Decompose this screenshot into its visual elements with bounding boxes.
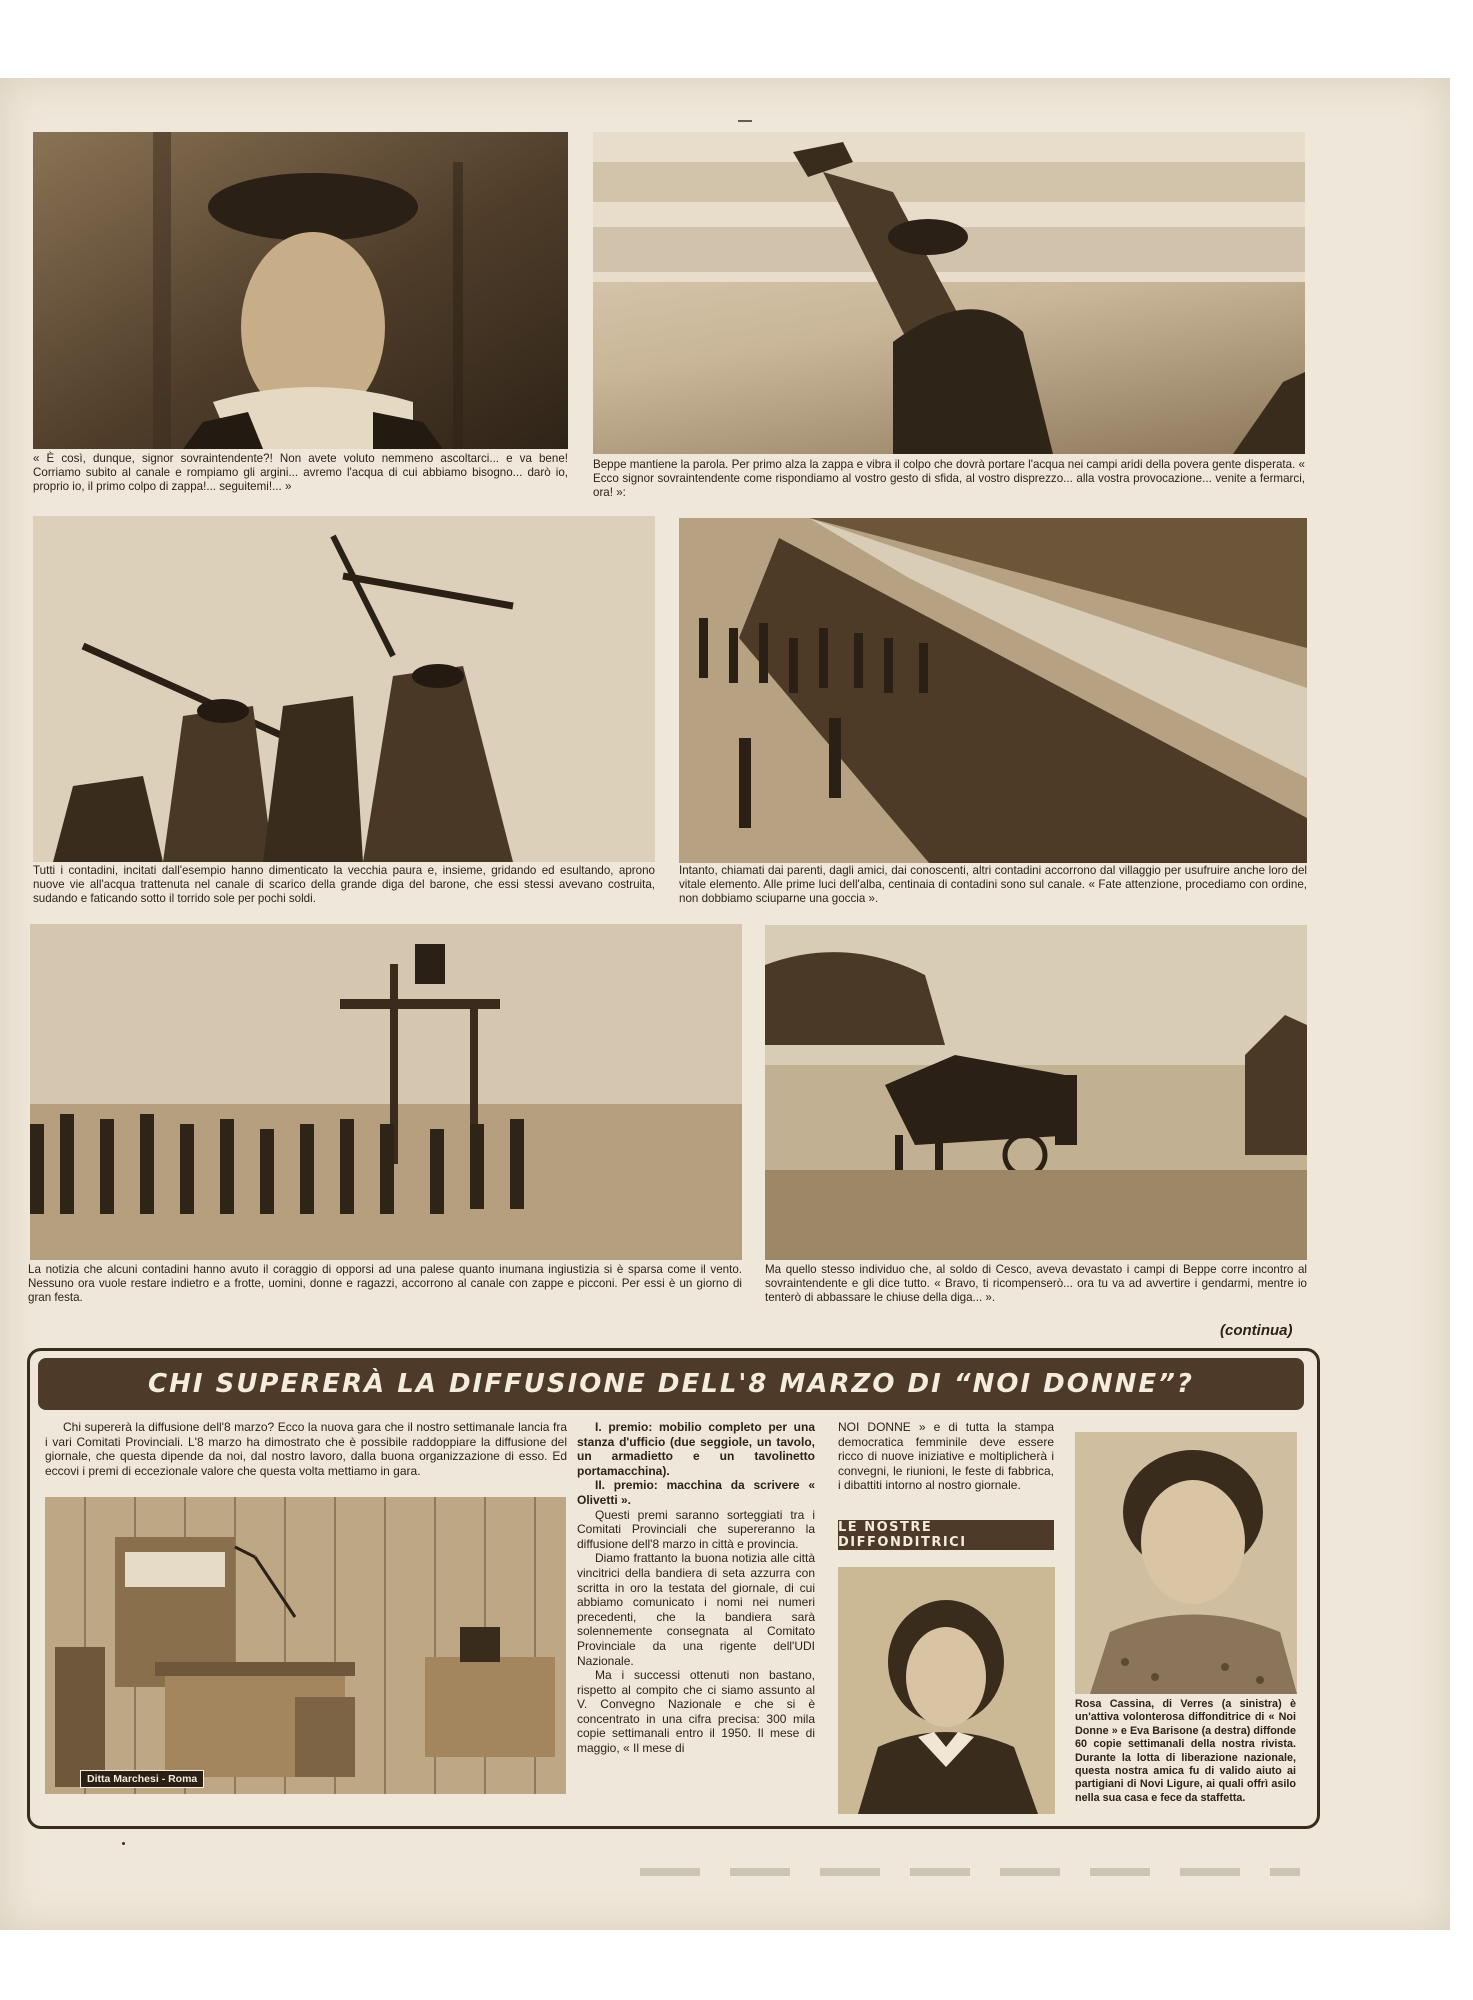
- prize-2-label: II. premio:: [595, 1478, 658, 1493]
- bleed-through-text: [640, 1868, 1300, 1876]
- continua-label: (continua): [1220, 1322, 1293, 1339]
- portrait-right-woman: [1075, 1432, 1297, 1694]
- feature-intro: [45, 1420, 567, 1478]
- prize-1: [577, 1420, 815, 1478]
- subhead-banner: [838, 1520, 1054, 1550]
- caption-photo-5: La notizia che alcuni contadini hanno avuto il coraggio di opporsi ad una palese quanto inumana ingiustizia si è sparsa come il vento. Nessuno ora vuole restare indietro e a frotte, uomini, donne e ragazzi, accorrono al canale con zappe e picconi. Per essi è un giorno di gran festa.: [28, 1263, 742, 1304]
- caption-photo-2: Beppe mantiene la parola. Per primo alza la zappa e vibra il colpo che dovrà portare l'acqua nei campi aridi della povera gente disperata. « Ecco signor sovraintendente come rispondiamo al vostro gesto di sfida, al vostro disprezzo... alla vostra provocazione... venite a fermarci, ora! »:: [593, 458, 1305, 499]
- fold-mark: [738, 120, 752, 122]
- prize-1-label: I. premio:: [595, 1420, 653, 1434]
- subhead-text: LE NOSTRE DIFFONDITRICI: [838, 1520, 967, 1550]
- photo-peasants-with-hoes: [33, 516, 655, 862]
- feature-headline-banner: [38, 1358, 1304, 1410]
- photo-canal-crowd: [679, 518, 1307, 863]
- photo-horse-cart: [765, 925, 1307, 1260]
- caption-photo-4: Intanto, chiamati dai parenti, dagli amici, dai conoscenti, altri contadini accorrono dal villaggio per usufruire anche loro del vitale elemento. Alle prime luci dell'alba, centinaia di contadini sono sul canale. « Fate attenzione, procediamo con ordine, non dobbiamo sciuparne una goccia ».: [679, 864, 1307, 905]
- prize-1-text: mobilio completo per una stanza d'ufficio (due seggiole, un tavolo, un armadietto e un tavolinetto portamacchina).: [577, 1420, 816, 1478]
- paragraph-4: Diamo frattanto la buona notizia alle città vincitrici della bandiera di seta azzurra con scritta in oro la testata del giornale, di cui abbiamo comunicato i nomi nei numeri precedenti, che la bandiera sarà solennemente consegnata al Comitato Provinciale da una rigente dell'UDI Nazionale.: [577, 1551, 815, 1668]
- diffonditrici-caption: Rosa Cassina, di Verres (a sinistra) è un'attiva volonterosa diffonditrice di « Noi Donne » e Eva Barisone (a destra) diffonde 60 copie settimanali della nostra rivista. Durante la lotta di liberazione nazionale, questa nostra amica fu di valido aiuto ai partigiani di Novi Ligure, ai quali offrì asilo nella sua casa e fece da staffetta.: [1075, 1698, 1296, 1804]
- caption-photo-1: « È così, dunque, signor sovraintendente?! Non avete voluto nemmeno ascoltarci... e va bene! Corriamo subito al canale e rompiamo gli argini... avremo l'acqua di cui abbiamo bisogno... darò io, proprio io, il primo colpo di zappa!... seguitemi!... »: [33, 452, 568, 493]
- paragraph-5: Ma i successi ottenuti non bastano, rispetto al compito che ci siamo assunto al V. Convegno Nazionale e che si è concentrato in una cifra precisa: 300 mila copie settimanali entro il 1950. Il mese di maggio, « Il mese di: [577, 1668, 815, 1756]
- feature-right-column: [838, 1420, 1054, 1493]
- prize-2: [577, 1478, 815, 1507]
- print-speck: [122, 1842, 125, 1845]
- portrait-left-woman: [838, 1567, 1055, 1814]
- photo-villagers-marching: [30, 924, 742, 1260]
- feature-middle-column: [577, 1420, 815, 1756]
- feature-headline: CHI SUPERERÀ LA DIFFUSIONE DELL'8 MARZO DI “NOI DONNE”?: [148, 1369, 1194, 1399]
- prize-2-text: macchina da scrivere « Olivetti ».: [577, 1478, 815, 1507]
- caption-photo-6: Ma quello stesso individuo che, al soldo di Cesco, aveva devastato i campi di Beppe corre incontro al sovraintendente e gli dice tutto. « Bravo, ti ricompenserò... ora tu va ad avvertire i gendarmi, mentre io tenterò di abbassare le chiuse della diga... ».: [765, 1263, 1307, 1304]
- photo-credit-label: Ditta Marchesi - Roma: [80, 1770, 204, 1788]
- photo-man-swinging-hoe: [593, 132, 1305, 454]
- paragraph-6: NOI DONNE » e di tutta la stampa democratica femminile deve essere ricco di nuove iniziative e moltiplicherà i convegni, le riunioni, le feste di fabbrica, i dibattiti intorno al nostro giornale.: [838, 1420, 1054, 1493]
- photo-man-with-hat: [33, 132, 568, 449]
- photo-office-furniture: [45, 1497, 566, 1794]
- caption-photo-3: Tutti i contadini, incitati dall'esempio hanno dimenticato la vecchia paura e, insieme, gridando ed esultando, aprono nuove vie all'acqua trattenuta nel canale di scarico della grande diga del barone, che essi stessi avevano costruita, sudando e faticando sotto il torrido sole per pochi soldi.: [33, 864, 655, 905]
- intro-paragraph: Chi supererà la diffusione dell'8 marzo? Ecco la nuova gara che il nostro settimanale lancia fra i vari Comitati Provinciali. L'8 marzo ha dimostrato che è possibile raddoppiare la diffusione del giornale, che questa dipende da noi, dal nostro lavoro, dalla buona organizzazione di esso. Ed eccovi i premi di eccezionale valore che questa volta mettiamo in gara.: [45, 1420, 567, 1478]
- paragraph-3: Questi premi saranno sorteggiati tra i Comitati Provinciali che supereranno la diffusione dell'8 marzo in città e provincia.: [577, 1507, 815, 1551]
